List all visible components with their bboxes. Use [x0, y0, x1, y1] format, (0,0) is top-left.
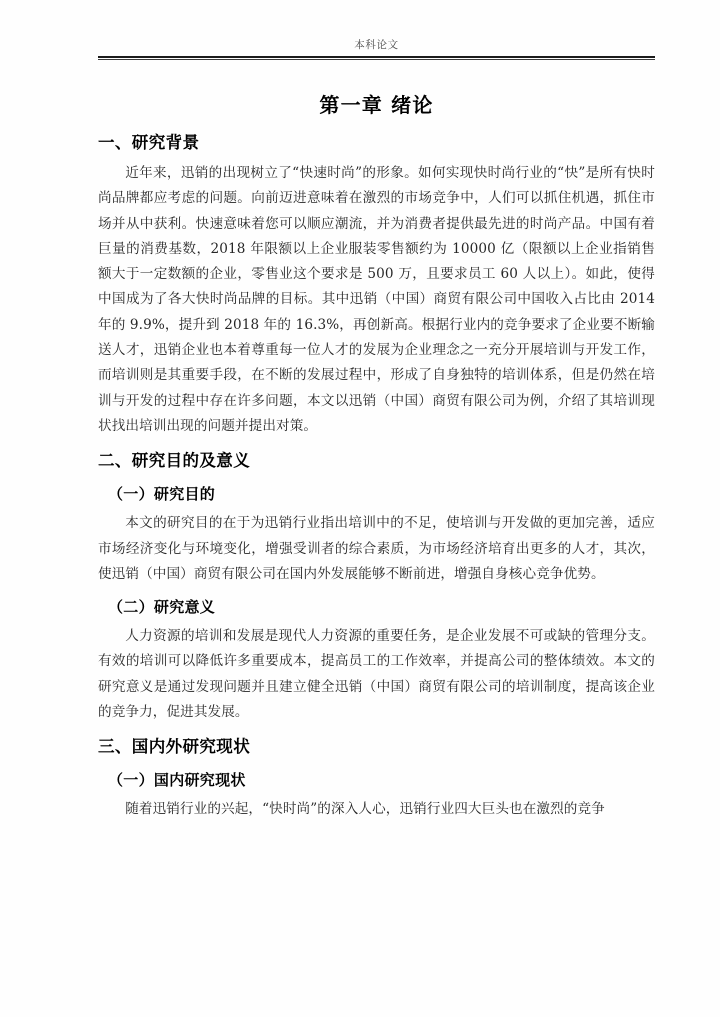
page-header [98, 38, 655, 60]
section-heading-research-background: 一、研究背景 [98, 133, 200, 152]
header-divider-rule [98, 56, 655, 60]
running-header-title: 本科论文 [354, 39, 399, 51]
paragraph-research-background: 近年来，迅销的出现树立了“快速时尚”的形象。如何实现快时尚行业的“快”是所有快时尚品牌都应考虑的问题。向前迈进意味着在激烈的市场竞争中，人们可以抓住机遇，抓住市场并从中获利。快速意味着您可以顺应潮流，并为消费者提供最先进的时尚产品。中国有着巨量的消费基数，2018 年限额以上企业服装零售额约为 10000 亿（限额以上企业指销售额大于一定数额的企业，零售业这个要求是 500 万，且要求员工 60 人以上）。如此，使得中国成为了各大快时尚品牌的目标。其中迅销（中国）商贸有限公司中国收入占比由 2014 年的 9.9%，提升到 2018 年的 16.3%，再创新高。根据行业内的竞争要求了企业要不断输送人才，迅销企业也本着尊重每一位人才的发展为企业理念之一充分开展培训与开发工作，而培训则是其重要手段，在不断的发展过程中，形成了自身独特的培训体系，但是仍然在培训与开发的过程中存在许多问题，本文以迅销（中国）商贸有限公司为例，介绍了其培训现状找出培训出现的问题并提出对策。 [98, 165, 655, 434]
paragraph-research-significance: 人力资源的培训和发展是现代人力资源的重要任务，是企业发展不可或缺的管理分支。有效的培训可以降低许多重要成本，提高员工的工作效率，并提高公司的整体绩效。本文的研究意义是通过发现问题并且建立健全迅销（中国）商贸有限公司的培训制度，提高该企业的竞争力，促进其发展。 [98, 628, 655, 721]
section-heading-research-status: 三、国内外研究现状 [98, 737, 251, 757]
subsection-heading-domestic-research-status: （一）国内研究现状 [108, 771, 246, 790]
document-body [98, 78, 655, 824]
subsection-heading-research-significance: （二）研究意义 [108, 598, 216, 617]
section-heading-purpose-and-significance: 二、研究目的及意义 [98, 451, 251, 471]
subsection-heading-research-purpose: （一）研究目的 [108, 485, 216, 504]
chapter-title: 第一章 绪论 [319, 93, 434, 117]
paragraph-domestic-research-status: 随着迅销行业的兴起，“快时尚”的深入人心，迅销行业四大巨头也在激烈的竞争 [125, 801, 605, 818]
paragraph-research-purpose: 本文的研究目的在于为迅销行业指出培训中的不足，使培训与开发做的更加完善，适应市场经济变化与环境变化，增强受训者的综合素质，为市场经济培育出更多的人才，其次，使迅销（中国）商贸有限公司在国内外发展能够不断前进，增强自身核心竞争优势。 [98, 515, 655, 582]
